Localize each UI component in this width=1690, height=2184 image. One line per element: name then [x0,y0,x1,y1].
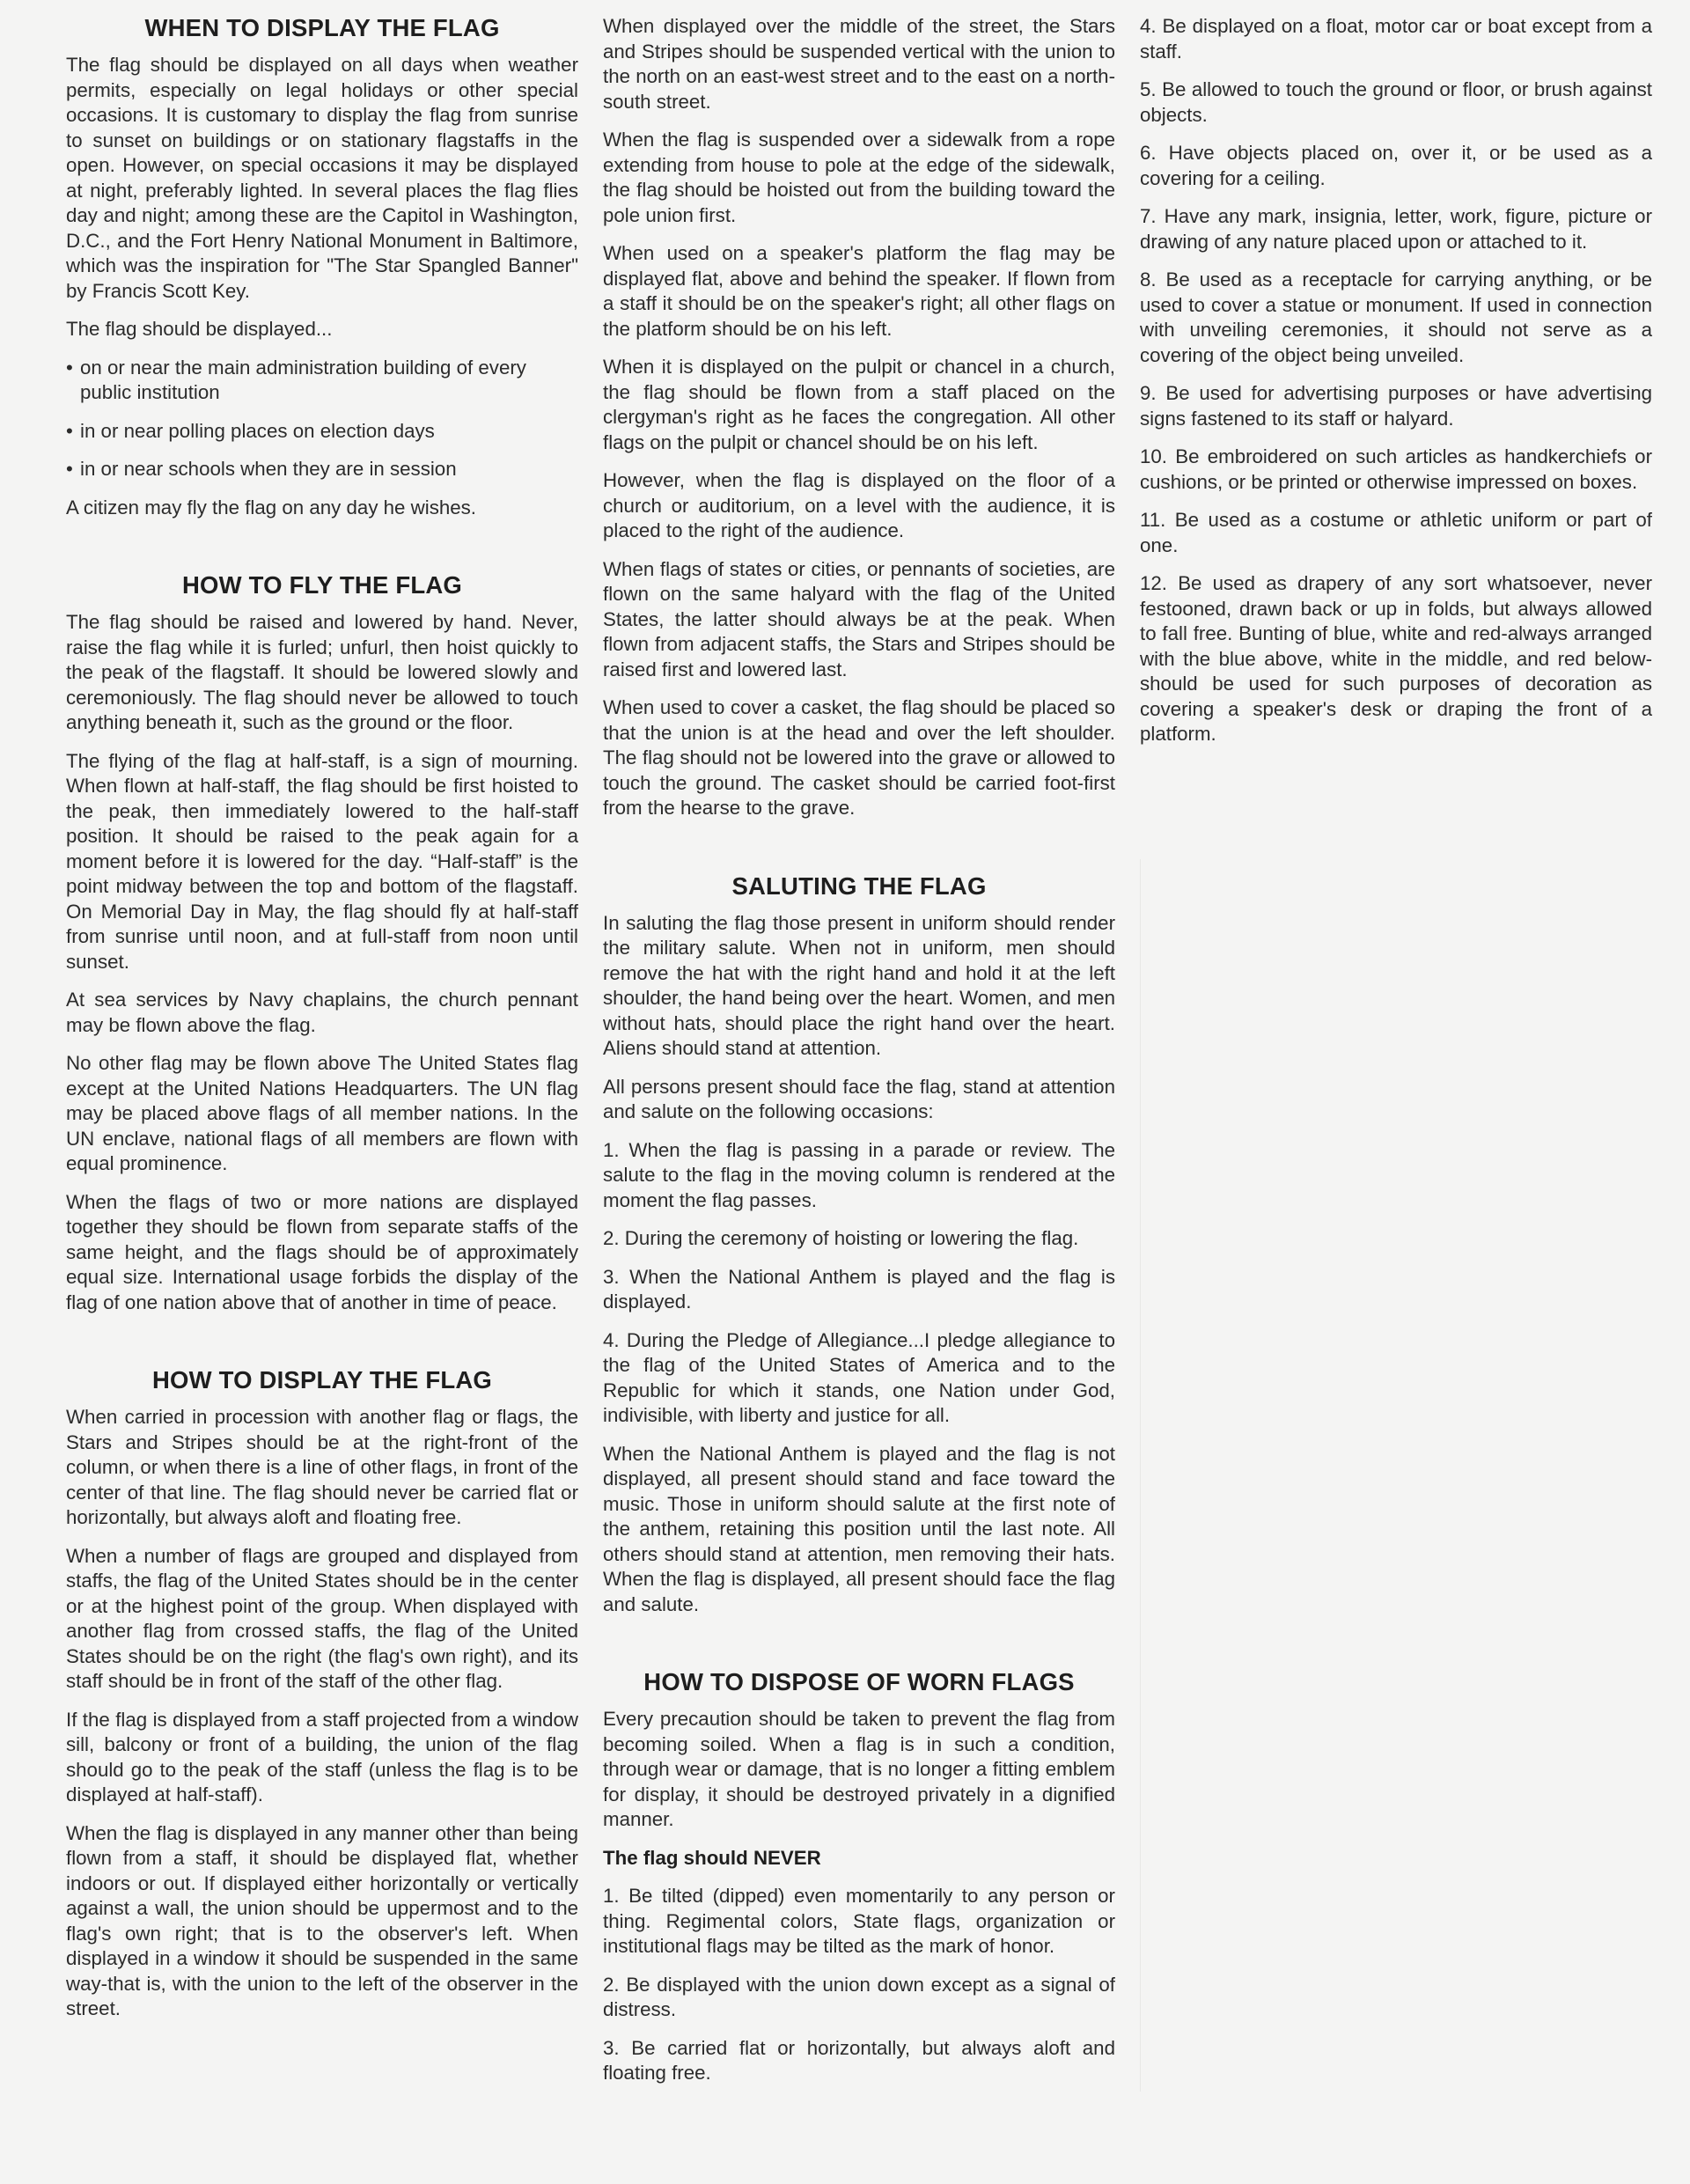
section-title-how-to-fly: HOW TO FLY THE FLAG [181,571,463,599]
numbered-item: 3. Be carried flat or horizontally, but always aloft and floating free. [603,2036,1115,2084]
numbered-item: 9. Be used for advertising purposes or have advertising signs fastened to its staff or halyard. [1140,382,1652,430]
numbered-item: 1. Be tilted (dipped) even momentarily to any person or thing. Regimental colors, State flags, organization or institutional flags may be tilted as the mark of honor. [603,1885,1115,1957]
paragraph: The flag should be raised and lowered by hand. Never, raise the flag while it is furled; unfurl, then hoist quickly to the peak of the flagstaff. It should be lowered slowly and ceremoniously. The flag should never be allowed to touch anything beneath it, such as the ground or the floor. [66,611,578,733]
numbered-item: 2. During the ceremony of hoisting or lowering the flag. [603,1227,1079,1249]
section-title-saluting: SALUTING THE FLAG [731,871,987,900]
paragraph: When used on a speaker's platform the flag may be displayed flat, above and behind the speaker. If flown from a staff it should be on the speaker's right; all other flags on the platform should be on his left. [603,242,1115,340]
bullet-icon: • [66,419,73,442]
paragraph: At sea services by Navy chaplains, the church pennant may be flown above the flag. [66,989,578,1036]
paragraph: A citizen may fly the flag on any day he wishes. [66,496,477,518]
paragraph: When the National Anthem is played and the flag is not displayed, all present should stand and face toward the music. Those in uniform should salute at the first note of the anthem, retaining this position until the last note. All others should stand at attention, men removing their hats. When the flag is displayed, all present should face the flag and salute. [603,1442,1115,1615]
section-title-how-to-display: HOW TO DISPLAY THE FLAG [151,1366,493,1393]
paragraph: The flying of the flag at half-staff, is a sign of mourning. When flown at half-staff, the flag should be first hoisted to the peak, then immediately lowered to the half-staff position. It should be raised to the peak again for a moment before it is lowered for the day. “Half-staff” is the point midway between the top and bottom of the flagstaff. On Memorial Day in May, the flag should fly at half-staff from sunrise until noon, and at full-staff from noon until sunset. [66,749,578,973]
paragraph: In saluting the flag those present in uniform should render the military salute. When not in uniform, men should remove the hat with the right hand and hold it at the left shoulder, the hand being over the heart. Women, and men without hats, should place the right hand over the heart. Aliens should stand at attention. [603,911,1115,1059]
column-right [1140,14,1652,761]
paragraph: The flag should be displayed on all days when weather permits, especially on legal holidays or other special occasions. It is customary to display the flag from sunrise to sunset on buildings or on stationary flagstaffs in the open. However, on special occasions it may be displayed at night, preferably lighted. In several places the flag flies day and night; among these are the Capitol in Washington, D.C., and the Fort Henry National Monument in Baltimore, which was the inspiration for "The Star Spangled Banner" by Francis Scott Key. [66,54,578,302]
bullet-item [66,457,578,482]
column-left [66,14,578,2035]
numbered-item: 7. Have any mark, insignia, letter, work, figure, picture or drawing of any nature placed upon or attached to it. [1140,205,1652,253]
section-title-when-to-display: WHEN TO DISPLAY THE FLAG [144,14,500,41]
paragraph: When a number of flags are grouped and displayed from staffs, the flag of the United States should be in the center or at the highest point of the group. When displayed with another flag from crossed staffs, the flag of the United States should be on the right (the flag's own right), and its staff should be in front of the staff of the other flag. [66,1544,578,1692]
bullet-text: in or near polling places on election days [80,419,435,442]
numbered-item: 5. Be allowed to touch the ground or floor, or brush against objects. [1140,78,1652,126]
bullet-text: on or near the main administration building of every public institution [80,356,526,403]
column-middle [603,14,1115,2099]
bullet-text: in or near schools when they are in session [80,458,457,480]
numbered-item: 3. When the National Anthem is played and the flag is displayed. [603,1265,1115,1313]
numbered-item: 8. Be used as a receptacle for carrying anything, or be used to cover a statue or monument. If used in connection with unveiling ceremonies, it should not serve as a covering of the object being unveiled. [1140,268,1652,366]
paragraph: All persons present should face the flag, stand at attention and salute on the following occasions: [603,1075,1115,1122]
numbered-item: 10. Be embroidered on such articles as handkerchiefs or cushions, or be printed or otherwise impressed on boxes. [1140,445,1652,493]
paragraph: When flags of states or cities, or pennants of societies, are flown on the same halyard with the flag of the United States, the latter should always be at the peak. When flown from adjacent staffs, the Stars and Stripes should be raised first and lowered last. [603,557,1115,680]
section-title-dispose: HOW TO DISPOSE OF WORN FLAGS [643,1668,1075,1695]
numbered-item: 4. During the Pledge of Allegiance...I pledge allegiance to the flag of the United States of America and to the Republic for which it stands, one Nation under God, indivisible, with liberty and justice for all. [603,1328,1115,1426]
paragraph: When the flags of two or more nations are displayed together they should be flown from separate staffs of the same height, and the flags should be of approximately equal size. International usage forbids the display of the flag of one nation above that of another in time of peace. [66,1190,578,1313]
numbered-item: 12. Be used as drapery of any sort whatsoever, never festooned, drawn back or up in folds, but always allowed to fall free. Bunting of blue, white and red-always arranged with the blue above, white in the middle, and red below-should be used for such purposes of decoration as covering a speaker's desk or draping the front of a platform. [1140,572,1652,745]
subheading-never: The flag should NEVER [603,1846,821,1869]
paragraph: Every precaution should be taken to prevent the flag from becoming soiled. When a flag is in such a condition, through wear or damage, that is no longer a fitting emblem for display, it should be destroyed privately in a dignified manner. [603,1708,1115,1830]
bullet-icon: • [66,458,73,480]
faint-column-edge [1140,859,1141,2092]
paragraph: If the flag is displayed from a staff projected from a window sill, balcony or front of a building, the union of the flag should go to the peak of the staff (unless the flag is to be displayed at half-staff). [66,1708,578,1805]
paragraph: However, when the flag is displayed on the floor of a church or auditorium, on a level with the audience, it is placed to the right of the audience. [603,469,1115,541]
paragraph: The flag should be displayed... [66,318,333,340]
paragraph: When displayed over the middle of the street, the Stars and Stripes should be suspended vertical with the union to the north on an east-west street and to the east on a north-south street. [603,15,1115,113]
numbered-item: 6. Have objects placed on, over it, or be used as a covering for a ceiling. [1140,142,1652,189]
bullet-icon: • [66,356,73,379]
paragraph: When the flag is suspended over a sidewalk from a rope extending from house to pole at the edge of the sidewalk, the flag should be hoisted out from the building toward the pole union first. [603,129,1115,226]
paragraph: When it is displayed on the pulpit or chancel in a church, the flag should be flown from a staff placed on the clergyman's right as he faces the congregation. All other flags on the pulpit or chancel should be on his left. [603,356,1115,453]
bullet-item [66,356,578,406]
numbered-item: 4. Be displayed on a float, motor car or boat except from a staff. [1140,15,1652,63]
bullet-item [66,419,578,445]
numbered-item: 11. Be used as a costume or athletic uniform or part of one. [1140,509,1652,556]
numbered-item: 1. When the flag is passing in a parade or review. The salute to the flag in the moving column is rendered at the moment the flag passes. [603,1138,1115,1211]
numbered-item: 2. Be displayed with the union down except as a signal of distress. [603,1973,1115,2020]
paragraph: No other flag may be flown above The United States flag except at the United Nations Headquarters. The UN flag may be placed above flags of all member nations. In the UN enclave, national flags of all members are flown with equal prominence. [66,1052,578,1174]
paragraph: When used to cover a casket, the flag should be placed so that the union is at the head and over the left shoulder. The flag should not be lowered into the grave or allowed to touch the ground. The casket should be carried foot-first from the hearse to the grave. [603,696,1115,819]
paragraph: When carried in procession with another flag or flags, the Stars and Stripes should be at the right-front of the column, or when there is a line of other flags, in front of the center of that line. The flag should never be carried flat or horizontally, but always aloft and floating free. [66,1406,578,1528]
paragraph: When the flag is displayed in any manner other than being flown from a staff, it should be displayed flat, whether indoors or out. If displayed either horizontally or vertically against a wall, the union should be uppermost and to the flag's own right; that is to the observer's left. When displayed in a window it should be suspended in the same way-that is, with the union to the left of the observer in the street. [66,1821,578,2019]
